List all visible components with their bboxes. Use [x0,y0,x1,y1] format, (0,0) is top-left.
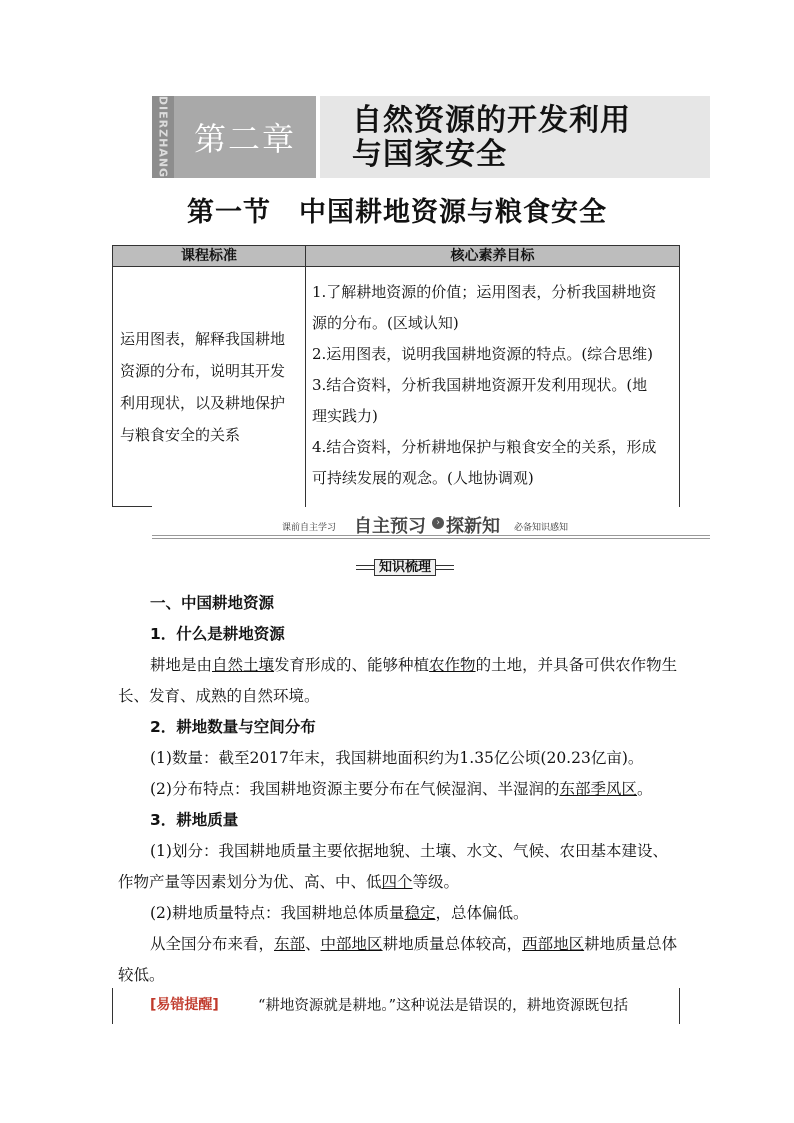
chapter-label-box [174,96,316,178]
standards-table [112,245,680,507]
underlined-term: 自然土壤 [212,656,275,674]
curriculum-line: 资源的分布，说明其开发 [120,362,286,380]
paragraph [118,650,680,712]
table-bottom-stub [112,506,152,507]
paragraph [118,929,680,991]
curriculum-standard-text [120,323,300,451]
competency-line: 1.了解耕地资源的价值；运用图表，分析我国耕地资 [312,283,657,301]
body-content [118,588,680,991]
table-border-right [679,267,680,507]
knowledge-label [356,558,454,576]
curriculum-line: 运用图表，解释我国耕地 [120,330,286,348]
heading-level2: 2．耕地数量与空间分布 [150,718,316,736]
competency-line: 3.结合资料，分析我国耕地资源开发利用现状。(地 [312,376,648,394]
banner-main-text-2: 探新知 [446,516,500,537]
heading-level1: 一、中国耕地资源 [150,594,275,612]
text-run: 。 [636,780,653,798]
text-run: 发育形成的、能够种植 [274,656,430,674]
curriculum-line: 利用现状，以及耕地保护 [120,394,286,412]
table-header-competency: 核心素养目标 [305,245,680,267]
label-bar-left [356,565,374,570]
text-run: ，总体偏低。 [435,904,529,922]
banner-rule [152,535,710,536]
tip-border-left [112,988,113,1024]
paragraph: (1)数量：截至2017年末，我国耕地面积约为1.35亿公顷(20.23亿亩)。 [150,749,644,767]
label-bar-right [436,565,454,570]
underlined-term: 西部地区 [522,935,585,953]
chapter-title [352,104,631,172]
underlined-term: 中部地区 [320,935,383,953]
knowledge-label-text: 知识梳理 [374,559,436,576]
text-run: (1)划分：我国耕地质量主要依据地貌、土壤、水文、气候、农田基本建设、作物产量等因素划分为优、高、中、低 [118,842,668,891]
chapter-pinyin: DIERZHANG [156,95,170,179]
chapter-pinyin-strip [152,96,174,178]
text-run: (2)耕地质量特点：我国耕地总体质量 [150,904,405,922]
error-prone-tip-box [112,988,680,1024]
paragraph [118,774,680,805]
paragraph [118,898,680,929]
heading-level2: 1．什么是耕地资源 [150,625,285,643]
underlined-term: 四个 [381,873,413,891]
tip-border-right [679,988,680,1024]
chapter-label: 第二章 [193,120,296,158]
banner-rule [152,538,710,539]
chapter-title-line2: 与国家安全 [352,137,507,172]
competency-line: 4.结合资料，分析耕地保护与粮食安全的关系，形成 [312,438,657,456]
text-run: 等级。 [412,873,460,891]
text-run: 耕地质量总体较低。 [118,935,678,984]
competency-line: 可持续发展的观念。(人地协调观) [312,469,534,487]
competency-line: 2.运用图表，说明我国耕地资源的特点。(综合思维) [312,345,654,363]
table-header-curriculum: 课程标准 [112,245,306,267]
tip-text: “耕地资源就是耕地。”这种说法是错误的，耕地资源既包括 [258,998,629,1014]
banner-main-text: 自主预习 [354,516,426,537]
table-border-left [112,267,113,507]
chapter-header [152,96,710,178]
text-run: (2)分布特点：我国耕地资源主要分布在气候湿润、半湿润的 [150,780,560,798]
competency-line: 源的分布。(区域认知) [312,314,459,332]
text-run: 的土地，并具备可供农作物生长、发育、成熟的自然环境。 [118,656,678,705]
tip-tag: [易错提醒] [150,997,219,1013]
curriculum-line: 与粮食安全的关系 [120,426,241,444]
paragraph [118,836,680,898]
table-divider [305,267,306,507]
text-run: 从全国分布来看， [150,935,275,953]
underlined-term: 东部季风区 [559,780,637,798]
chapter-title-line1: 自然资源的开发利用 [352,103,631,138]
competency-line: 理实践力) [312,407,378,425]
banner-post-text: 必备知识感知 [514,523,569,533]
text-run: 、 [305,935,321,953]
arrow-right-icon: › [432,517,444,529]
section-banner [152,512,710,542]
competency-goals-list [312,277,676,494]
section-title: 第一节 中国耕地资源与粮食安全 [187,197,607,228]
underlined-term: 东部 [274,935,306,953]
underlined-term: 农作物 [429,656,476,674]
underlined-term: 稳定 [404,904,436,922]
text-run: 耕地是由 [150,656,213,674]
text-run: 耕地质量总体较高， [382,935,523,953]
banner-pre-text: 课前自主学习 [282,523,337,533]
heading-level2: 3．耕地质量 [150,811,239,829]
